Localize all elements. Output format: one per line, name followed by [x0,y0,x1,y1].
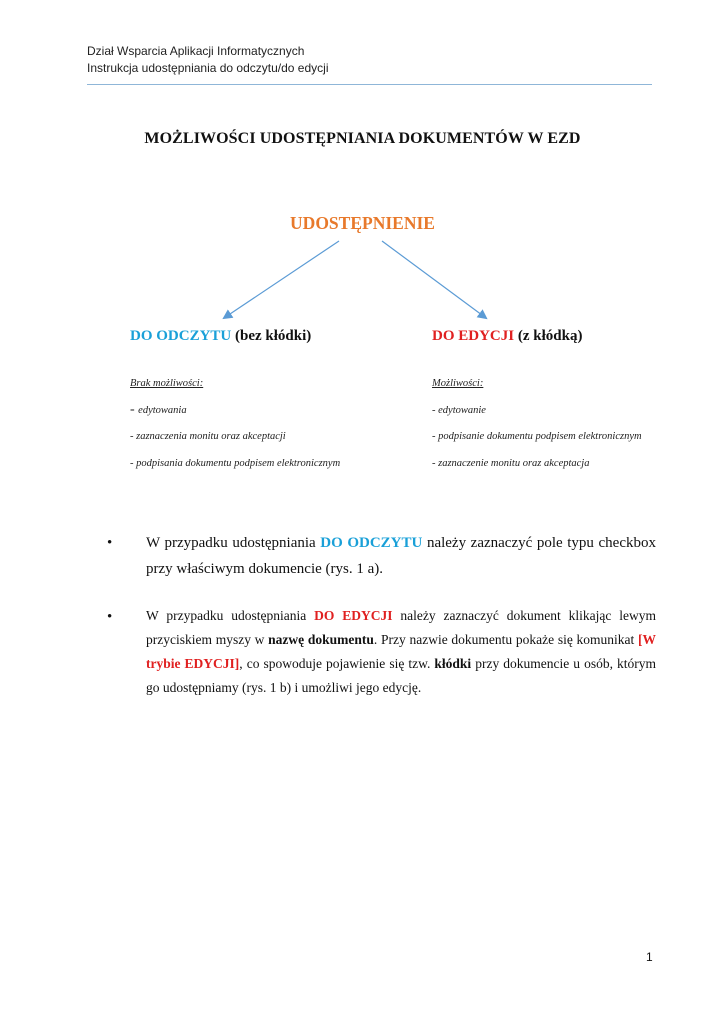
diagram-arrows [0,0,725,340]
left-option-3: - podpisania dokumentu podpisem elektronicznym [130,458,341,469]
left-heading-rest: (bez kłódki) [231,328,312,344]
left-option-2: - zaznaczenia monitu oraz akceptacji [130,431,286,442]
diagram-root-label: UDOSTĘPNIENIE [290,213,435,233]
right-option-2: - podpisanie dokumentu podpisem elektronicznym [432,431,642,442]
left-option-1: - edytowania [130,402,187,417]
right-option-1: - edytowanie [432,405,486,416]
left-column-heading [130,328,311,345]
bullet-dot: • [107,609,113,625]
arrow-right [382,241,486,318]
bullet-2-keyword-1: DO EDYCJI [314,608,393,623]
bullet-2-part-2: należy zaznaczyć dokument klikając lewym przyciskiem myszy w [146,608,656,647]
bullet-1-keyword: DO ODCZYTU [320,535,423,551]
bullet-2-keyword-4: kłódki [434,656,472,671]
right-column-heading [432,328,582,345]
bullet-2-keyword-3: [W trybie EDYCJI] [146,632,656,671]
bullet-1-part-2: należy zaznaczyć pole typu checkbox przy właściwym dokumencie (rys. 1 a). [146,535,656,577]
right-options-title: Możliwości: [432,378,484,389]
left-heading-keyword: DO ODCZYTU [130,328,232,344]
right-heading-keyword: DO EDYCJI [432,328,515,344]
document-title: MOŻLIWOŚCI UDOSTĘPNIANIA DOKUMENTÓW W EZD [144,130,581,147]
header-department: Dział Wsparcia Aplikacji Informatycznych [87,44,305,58]
right-heading-rest: (z kłódką) [514,328,583,344]
left-option-1-text: edytowania [138,405,187,416]
right-option-3: - zaznaczenie monitu oraz akceptacja [432,458,590,469]
bullet-2-part-4: , co spowoduje pojawienie się tzw. [239,656,435,671]
bullet-2-part-5: przy dokumencie u osób, którym go udostępniamy (rys. 1 b) i umożliwi jego edycję. [146,656,657,695]
bullet-2-part-1: W przypadku udostępniania [146,608,315,623]
bullet-2-part-3: . Przy nazwie dokumentu pokaże się komunikat [373,632,638,647]
bullet-2-text [146,604,656,700]
page-number: 1 [646,950,653,964]
bullet-1-part-1: W przypadku udostępniania [146,535,321,551]
header-subtitle: Instrukcja udostępniania do odczytu/do edycji [87,61,329,75]
arrow-left [224,241,339,318]
left-options-title: Brak możliwości: [130,378,204,389]
bullet-dot: • [107,535,113,551]
bullet-2-keyword-2: nazwę dokumentu [268,632,374,647]
bullet-1-text [146,530,656,582]
